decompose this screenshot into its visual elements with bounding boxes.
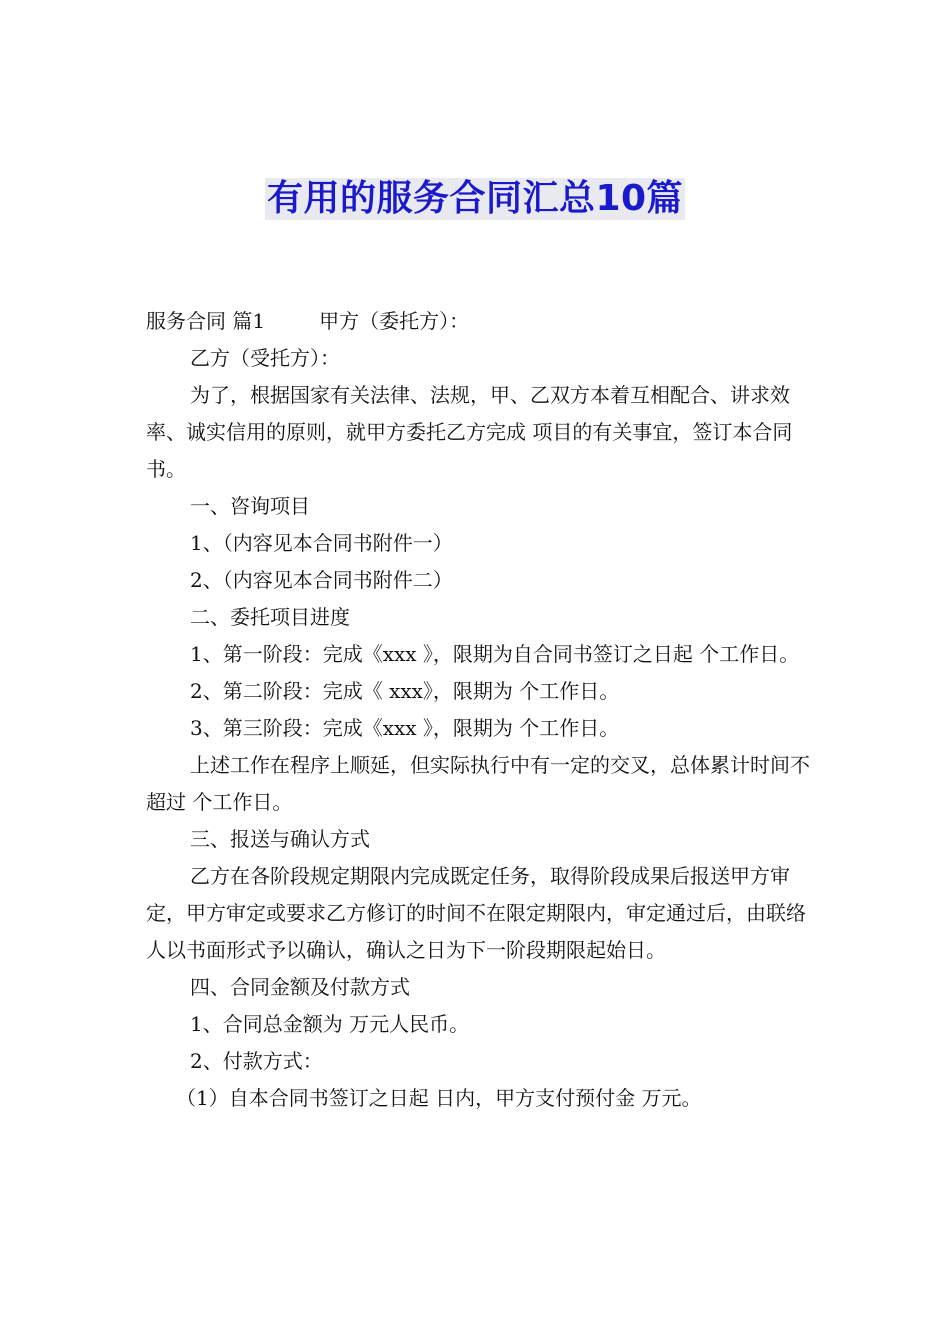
paragraph: 一、咨询项目	[190, 494, 310, 518]
paragraph: 1、第一阶段：完成《xxx 》，限期为自合同书签订之日起 个工作日。	[190, 642, 800, 666]
paragraph: 二、委托项目进度	[190, 605, 350, 629]
paragraph: 乙方在各阶段规定期限内完成既定任务，取得阶段成果后报送甲方审定，甲方审定或要求乙方修订的时间不在限定期限内，审定通过后，由联络人以书面形式予以确认，确认之日为下一阶段期限起始日。	[146, 864, 806, 962]
paragraph: 上述工作在程序上顺延，但实际执行中有一定的交叉，总体累计时间不超过 个工作日。	[146, 753, 810, 814]
document-body	[146, 303, 816, 1117]
section-heading: 服务合同 篇1	[146, 309, 266, 333]
paragraph: 为了，根据国家有关法律、法规，甲、乙双方本着互相配合、讲求效率、诚实信用的原则，就甲方委托乙方完成 项目的有关事宜，签订本合同书。	[146, 383, 793, 481]
paragraph: 3、第三阶段：完成《xxx 》，限期为 个工作日。	[190, 716, 620, 740]
first-line	[146, 303, 816, 340]
paragraph: 1、合同总金额为 万元人民币。	[190, 1012, 470, 1036]
paragraph: 四、合同金额及付款方式	[190, 975, 410, 999]
paragraph-last: （1）自本合同书签订之日起 日内，甲方支付预付金 万元。	[176, 1086, 702, 1110]
party-a-label: 甲方（委托方）：	[319, 309, 470, 333]
title-area	[0, 178, 950, 220]
paragraph: 2、付款方式：	[190, 1049, 323, 1073]
paragraph: 三、报送与确认方式	[190, 827, 370, 851]
paragraph: 2、（内容见本合同书附件二）	[190, 568, 453, 592]
paragraph: 1、（内容见本合同书附件一）	[190, 531, 453, 555]
paragraph: 2、第二阶段：完成《 xxx》，限期为 个工作日。	[190, 679, 620, 703]
paragraph: 乙方（受托方）：	[190, 346, 340, 370]
document-title: 有用的服务合同汇总10篇	[266, 178, 684, 219]
